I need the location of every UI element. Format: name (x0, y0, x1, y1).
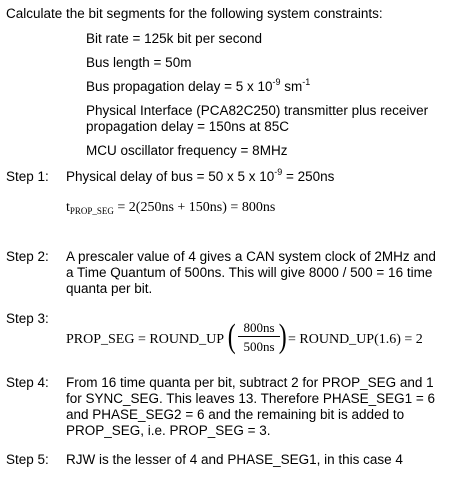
step-1-formula (66, 199, 275, 217)
bus-delay-exponent: -9 (272, 77, 281, 87)
fraction-numerator: 800ns (243, 320, 275, 335)
constraint-bus-length: Bus length = 50m (86, 55, 192, 70)
formula-subscript: PROP_SEG (69, 206, 114, 216)
step-1-text-prefix: Physical delay of bus = 50 x 5 x 10 (66, 169, 275, 184)
step-4-line1: From 16 time quanta per bit, subtract 2 for PROP_SEG and 1 (66, 375, 434, 390)
constraint-bit-rate: Bit rate = 125k bit per second (86, 31, 262, 46)
bus-delay-unit-exponent: -1 (302, 77, 311, 87)
constraint-bus-delay (86, 79, 310, 95)
formula-rhs: = 2(250ns + 150ns) = 800ns (113, 200, 276, 215)
step-3-formula-lhs: PROP_SEG = ROUND_UP (66, 332, 225, 347)
step-1-text-suffix: = 250ns (282, 169, 335, 184)
step-label: Step 5: (6, 452, 49, 467)
bus-delay-prefix: Bus propagation delay = 5 x 10 (86, 79, 273, 94)
step-5-line1: RJW is the lesser of 4 and PHASE_SEG1, in this case 4 (66, 452, 403, 467)
step-1-text (66, 169, 334, 185)
step-4-line3: and PHASE_SEG2 = 6 and the remaining bit is added to (66, 407, 405, 422)
step-2-line1: A prescaler value of 4 gives a CAN system clock of 2MHz and (66, 249, 436, 264)
step-1-exponent: -9 (274, 167, 283, 177)
step-4-line4: PROP_SEG, i.e. PROP_SEG = 3. (66, 423, 271, 438)
fraction-denominator: 500ns (243, 339, 275, 354)
step-4-line2: for SYNC_SEG. This leaves 13. Therefore PHASE_SEG1 = 6 (66, 391, 436, 406)
constraint-phys-line2: propagation delay = 150ns at 85C (86, 119, 290, 134)
constraint-phys-line1: Physical Interface (PCA82C250) transmitter plus receiver (86, 103, 429, 118)
fraction (238, 320, 280, 354)
constraint-mcu: MCU oscillator frequency = 8MHz (86, 143, 288, 158)
step-2-line3: quanta per bit. (66, 281, 153, 296)
right-paren: ) (278, 318, 287, 355)
step-3-formula-rhs: = ROUND_UP(1.6) = 2 (288, 332, 423, 347)
step-2-line2: a Time Quantum of 500ns. This will give 8000 / 500 = 16 time (66, 265, 433, 280)
fraction-bar (238, 336, 280, 337)
left-paren: ( (227, 318, 236, 355)
step-label: Step 2: (6, 249, 49, 264)
bus-delay-unit: sm (280, 79, 303, 94)
formula-variable: t (66, 200, 70, 215)
step-label: Step 4: (6, 375, 49, 390)
intro-heading: Calculate the bit segments for the following system constraints: (6, 6, 383, 21)
step-label: Step 3: (6, 311, 49, 326)
step-label: Step 1: (6, 169, 49, 184)
